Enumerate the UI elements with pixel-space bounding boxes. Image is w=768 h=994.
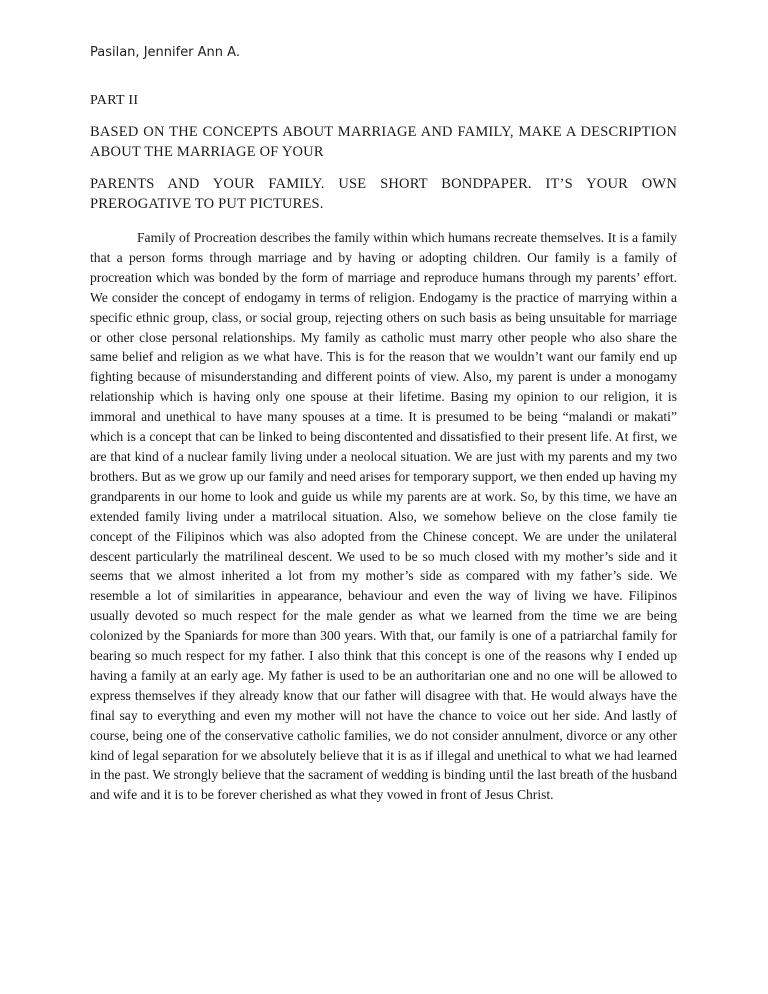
instruction-line-2: PARENTS AND YOUR FAMILY. USE SHORT BONDPAPER. IT’S YOUR OWN PREROGATIVE TO PUT PICTURES. [90,176,677,212]
author-name: Pasilan, Jennifer Ann A. [90,45,240,60]
part-heading: PART II [90,93,139,108]
essay-paragraph: Family of Procreation describes the family within which humans recreate themselves. It is a family that a person forms through marriage and by having or adopting children. Our family is a family of procreation which was bonded by the form of marriage and reproduce humans through my parents’ effort. We consider the concept of endogamy in terms of religion. Endogamy is the practice of marrying within a specific ethnic group, class, or social group, rejecting others on such basis as being unsuitable for marriage or other close personal relationships. My family as catholic must marry other people who also share the same belief and religion as we what have. This is for the reason that we wouldn’t want our family end up fighting because of misunderstanding and different points of view. Also, my parent is under a monogamy relationship which is having only one spouse at their lifetime. Basing my opinion to our religion, it is immoral and unethical to have many spouses at a time. It is presumed to be being “malandi or makati” which is a concept that can be linked to being discontented and dissatisfied to their present life. At first, we are that kind of a nuclear family living under a neolocal situation. We are just with my parents and my two brothers. But as we grow up our family and need arises for temporary support, we then ended up having my grandparents in our home to look and guide us while my parents are at work. So, by this time, we have an extended family living under a matrilocal situation. Also, we somehow believe on the close family tie concept of the Filipinos which was also adopted from the Chinese concept. We are under the unilateral descent particularly the matrilineal descent. We used to be so much closed with my mother’s side and it seems that we almost inherited a lot from my mother’s side as compared with my father’s side. We resemble a lot of similarities in appearance, behaviour and even the way of living we have. Filipinos usually devoted so much respect for the male gender as what we learned from the time we are being colonized by the Spaniards for more than 300 years. With that, our family is one of a patriarchal family for bearing so much respect for my father. I also think that this concept is one of the reasons why I ended up having a family at an early age. My father is used to be an authoritarian one and no one will be allowed to express themselves if they already know that our father will disagree with that. He would always have the final say to everything and even my mother will not have the chance to voice out her side. And lastly of course, being one of the conservative catholic families, we do not consider annulment, divorce or any other kind of legal separation for we absolutely believe that it is as if illegal and unethical to what we had learned in the past. We strongly believe that the sacrament of wedding is binding until the last breath of the husband and wife and it is to be forever cherished as what they vowed in front of Jesus Christ. [90,230,677,803]
instruction-line-1: BASED ON THE CONCEPTS ABOUT MARRIAGE AND FAMILY, MAKE A DESCRIPTION ABOUT THE MARRIAGE OF YOUR [90,124,677,160]
